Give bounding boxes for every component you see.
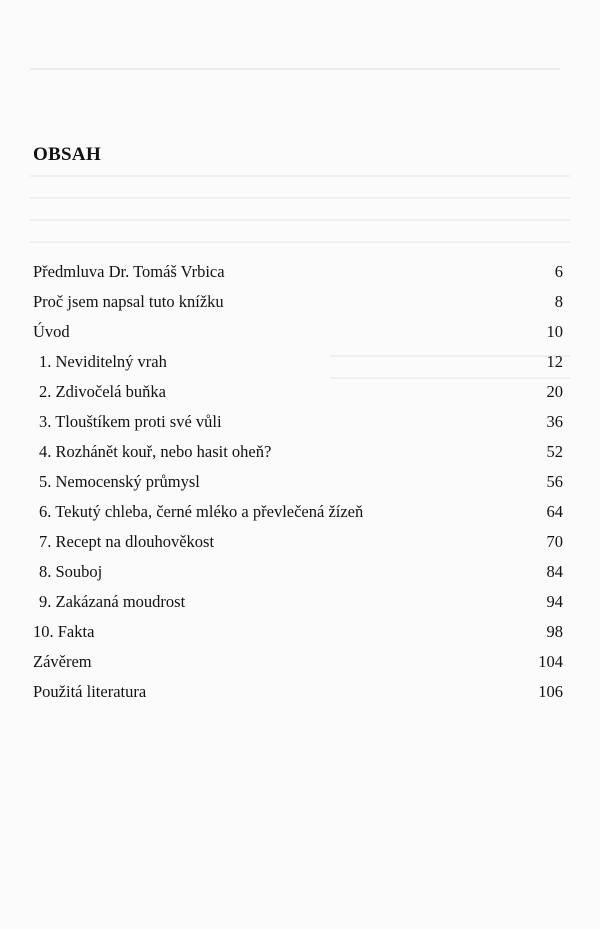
toc-entry-chapter-3 (33, 412, 563, 442)
toc-entry-page: 10 (546, 322, 563, 341)
toc-entry-foreword (33, 262, 563, 292)
show-through-rule (30, 68, 560, 70)
toc-entry-chapter-6 (33, 502, 563, 532)
show-through-text (30, 197, 570, 199)
toc-entry-conclusion (33, 652, 563, 682)
toc-entry-references (33, 682, 563, 712)
toc-entry-chapter-1 (33, 352, 563, 382)
toc-entry-page: 98 (546, 622, 563, 641)
toc-entry-page: 106 (538, 682, 563, 701)
toc-entry-page: 20 (546, 382, 563, 401)
toc-entry-page: 56 (546, 472, 563, 491)
toc-entry-title: 2. Zdivočelá buňka (39, 382, 166, 401)
toc-entry-page: 12 (546, 352, 563, 371)
toc-entry-page: 64 (546, 502, 563, 521)
toc-entry-title: 3. Tlouštíkem proti své vůli (39, 412, 222, 431)
toc-entry-chapter-10 (33, 622, 563, 652)
toc-entry-page: 94 (546, 592, 563, 611)
toc-entry-page: 70 (546, 532, 563, 551)
show-through-text (30, 219, 570, 221)
toc-entry-page: 84 (546, 562, 563, 581)
toc-entry-page: 104 (538, 652, 563, 671)
toc-entry-chapter-9 (33, 592, 563, 622)
toc-entry-title: Úvod (33, 322, 70, 341)
toc-entry-title: 6. Tekutý chleba, černé mléko a převlečená žízeň (39, 502, 364, 521)
toc-entry-title: 10. Fakta (33, 622, 95, 641)
show-through-text (30, 241, 570, 243)
toc-entry-page: 52 (546, 442, 563, 461)
toc-entry-chapter-2 (33, 382, 563, 412)
toc-entry-page: 36 (546, 412, 563, 431)
contents-heading: OBSAH (33, 144, 102, 165)
toc-entry-page: 8 (554, 292, 563, 311)
toc-entry-why (33, 292, 563, 322)
toc-entry-chapter-5 (33, 472, 563, 502)
toc-entry-title: 7. Recept na dlouhověkost (39, 532, 215, 551)
table-of-contents (33, 262, 563, 712)
show-through-text (30, 175, 570, 177)
toc-entry-page: 6 (554, 262, 563, 281)
toc-entry-chapter-8 (33, 562, 563, 592)
toc-entry-title: 9. Zakázaná moudrost (39, 592, 186, 611)
toc-entry-title: Předmluva Dr. Tomáš Vrbica (33, 262, 225, 281)
toc-entry-title: Závěrem (33, 652, 92, 671)
toc-entry-chapter-7 (33, 532, 563, 562)
toc-entry-title: 1. Neviditelný vrah (39, 352, 167, 371)
toc-entry-title: 5. Nemocenský průmysl (39, 472, 200, 491)
toc-entry-title: 4. Rozhánět kouř, nebo hasit oheň? (39, 442, 272, 461)
toc-entry-title: 8. Souboj (39, 562, 103, 581)
toc-entry-introduction (33, 322, 563, 352)
toc-entry-title: Proč jsem napsal tuto knížku (33, 292, 224, 311)
toc-entry-chapter-4 (33, 442, 563, 472)
toc-entry-title: Použitá literatura (33, 682, 147, 701)
